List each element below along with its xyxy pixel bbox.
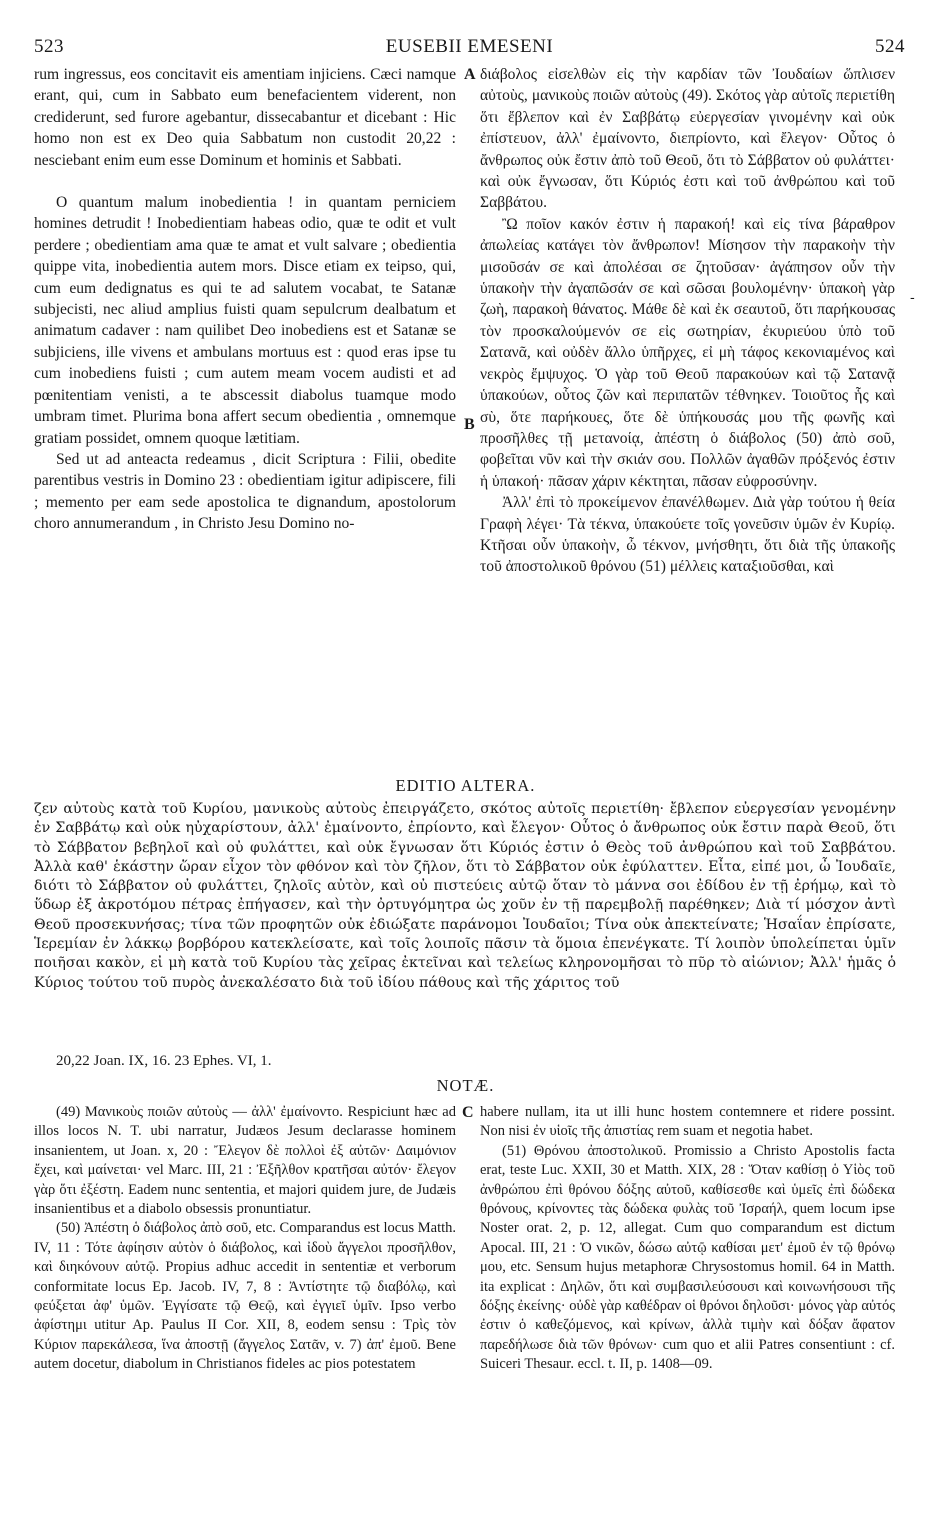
note-49: (49) Μανικοὺς ποιῶν αὐτοὺς — ἀλλ' ἐμαίνοντο. Respiciunt hæc ad illos locos N. T. ubi narratur, Judæos Jesum declarasse hominem insanientem, ut Joan. x, 20 : Ἔλεγον δὲ πολλοὶ ἐξ αὐτῶν· Δαιμόνιον ἔχει, καὶ μαίνεται· vel Marc. III, 21 : Ἐξῆλθον κρατῆσαι αὐτόν· ἔλεγον γὰρ ὅτι ἐξέστη. Eadem nunc sententia, et majori quidem jure, de Judæis insanientibus et a diabolo obsessis pronuntiatur. xyxy=(34,1104,456,1218)
editio-altera-paragraph: ζεν αὐτοὺς κατὰ τοῦ Κυρίου, μανικοὺς αὐτοὺς ἐπειργάζετο, σκότος αὐτοῖς περιετίθη· ἔβλεπον εὐεργεσίαν γενομένην ἐν Σαββάτῳ καὶ οὐκ ηὐχαρίστουν, ἀλλ' ἐμαίνοντο, ἐπρίοντο, καὶ ἔλεγον· Οὗτος ὁ ἄνθρωπος οὐκ ἔστιν παρὰ Θεοῦ, ὅτι τὸ Σάββατον βεβηλοῖ καὶ οὐ φυλάττει, καὶ οὐκ ἔγνωσαν ὅτι Κύριός ἐστιν ὁ Θεὸς τοῦ ἀνθρώπου καὶ τοῦ Σαββάτου. Ἀλλὰ καθ' ἑκάστην ὥραν εἶχον τὸν φθόνον καὶ τὸν ζῆλον, ὅτι τὸ Σάββατον οὐκ ἐφύλαττεν. Εἶτα, εἰπέ μοι, ὦ Ἰουδαῖε, διότι τὸ Σάββατον οὐ φυλάττει, ζηλοῖς αὐτὸν, καὶ οὐ πιστεύεις αὐτῷ ὅταν τὸ μάννα σοι ἐδίδου ἐν τῇ ἐρήμῳ, καὶ τὸ ὕδωρ ἐξ ἀκροτόμου πέτρας ἐπήγασεν, καὶ τὴν ὀρτυγόμητρα ὡς χοῦν ἐν τῇ παρεμβολῇ παρέθηκεν; Διὰ τί μόσχον ἀντὶ Θεοῦ προσεκυνήσας; τίνα τῶν προφητῶν οὐκ ἐδιώξατε παράνομοι Ἰουδαῖοι; Τίνα οὐκ ἀπεκτείνατε; Ἡσαΐαν ἐπρίσατε, Ἱερεμίαν ἐν λάκκῳ βορβόρου κατεκλείσατε, καὶ τοῖς λοιποῖς πᾶσιν τὰ ὅμοια ἐπενέγκατε. Τί λοιπὸν ὑπολείπεται ὑμῖν ποιῆσαι κακὸν, εἰ μὴ κατὰ τοῦ Κυρίου τὰς χεῖρας ἐκτεῖναι καὶ τελείως κληρονομῆσαι τὸ πῦρ τὸ αἰώνιον; Ἀλλ' ἡμᾶς ὁ Κύριος τούτου τοῦ πυρὸς ἀνεκαλέσατο διὰ τοῦ ἰδίου πάθους καὶ τῆς χάριτος τοῦ xyxy=(34,801,896,991)
greek-paragraph-1: διάβολος εἰσελθὼν εἰς τὴν καρδίαν τῶν Ἰουδαίων ὥπλισεν αὐτοὺς, μανικοὺς ποιῶν αὐτοὺς (49). Σκότος γὰρ αὐτοῖς περιετίθη ὅτι ἔβλεπον καὶ ἐν Σαββάτῳ εὐεργεσίαν γινομένην καὶ οὐκ ἐπίστευον, ἀλλ' ἐμαίνοντο, διεπρίοντο, καὶ ἔλεγον· Οὗτος ὁ ἄνθρωπος οὐκ ἔστιν ἀπὸ τοῦ Θεοῦ, ὅτι τὸ Σάββατον οὐ φυλάττει· καὶ οὐκ ἔγνωσαν, ὅτι Κύριός ἐστι καὶ τοῦ ἀνθρώπου καὶ τοῦ Σαββάτου. xyxy=(480,66,895,212)
notes-heading: NOTÆ. xyxy=(436,1076,495,1095)
editio-altera-text xyxy=(34,800,896,993)
notes-left-column xyxy=(34,1103,456,1375)
note-50: (50) Ἀπέστη ὁ διάβολος ἀπὸ σοῦ, etc. Comparandus est locus Matth. IV, 11 : Τότε ἀφίησιν αὐτὸν ὁ διάβολος, καὶ ἰδοὺ ἄγγελοι προσῆλθον, καὶ διηκόνουν αὐτῷ. Propius adhuc accedit in sententiæ et verborum conformitate locus Ep. Jacob. IV, 7, 8 : Ἀντίστητε τῷ διαβόλῳ, καὶ φεύξεται ἀφ' ὑμῶν. Ἐγγίσατε τῷ Θεῷ, καὶ ἐγγιεῖ ὑμῖν. Ipso verbo ἀφίστημι utitur Ap. Paulus II Cor. XII, 8, eodem sensu : Τρὶς τὸν Κύριον παρεκάλεσα, ἵνα ἀποστῇ (ἄγγελος Σατᾶν, v. 7) ἀπ' ἐμοῦ. Bene autem docetur, diabolum in Christianos fideles ac pios potestatem xyxy=(34,1220,456,1373)
page-number-left: 523 xyxy=(34,36,64,57)
running-header xyxy=(34,36,905,58)
greek-paragraph-3: Ἀλλ' ἐπὶ τὸ προκείμενον ἐπανέλθωμεν. Διὰ γὰρ τούτου ἡ θεία Γραφὴ λέγει· Τὰ τέκνα, ὑπακούετε τοῖς γονεῦσιν ὑμῶν ἐν Κυρίῳ. Κτῆσαι οὖν ὑπακοὴν, ὦ τέκνον, μνήσθητι, ὅτι διὰ τῆς ὑπακοῆς τοῦ ἀποστολικοῦ θρόνου (51) μέλλεις καταξιοῦσθαι, καὶ xyxy=(480,494,895,576)
latin-paragraph-1: rum ingressus, eos concitavit eis amentiam injiciens. Cæci namque erant, qui, cum in Sabbato eum benefacientem viderent, non crediderunt, sed furore agebantur, dissecabantur et dicebant : Hic homo non est ex Deo quia Sabbatum non custodit 20,22 : nesciebant enim eum esse Dominum et hominis et Sabbati. xyxy=(34,66,456,169)
latin-column xyxy=(34,64,456,535)
note-51: (51) Θρόνου ἀποστολικοῦ. Promissio a Christo Apostolis facta erat, teste Luc. XXII, 30 et Matth. XIX, 28 : Ὅταν καθίσῃ ὁ Υἱὸς τοῦ ἀνθρώπου ἐπὶ θρόνου δόξης αὐτοῦ, καθίσεσθε καὶ ὑμεῖς ἐπὶ δώδεκα θρόνους, κρίνοντες τὰς δώδεκα φυλὰς τοῦ Ἰσραήλ, quem locum ipse Noster orat. 2, p. 12, allegat. Cum quo comparandum est dictum Apocal. III, 21 : Ὁ νικῶν, δώσω αὐτῷ καθίσαι μετ' ἐμοῦ ἐν τῷ θρόνῳ μου, etc. Sensum hujus metaphoræ Chrysostomus homil. 64 in Matth. ita explicat : Δηλῶν, ὅτι καὶ συμβασιλεύσουσι καὶ κοινωνήσουσι τῆς δόξης ἐκείνης· οὐδὲ γὰρ καθέδραν οἱ θρόνοι δηλοῦσι· μόνος γὰρ αὐτός ἐστιν ὁ καθεζόμενος, καὶ κρίνων, ἀλλὰ τιμὴν καὶ δόξαν ἄφατον παρεδήλωσε διὰ τῶν θρόνων· cum quo et alii Patres consentiunt : cf. Suiceri Thesaur. eccl. t. II, p. 1408—09. xyxy=(480,1142,895,1373)
note-continuation: habere nullam, ita ut illi hunc hostem contemnere et ridere possint. Non nisi ἐν υἱοῖς τῆς ἀπιστίας rem suam et negotia habet. xyxy=(480,1104,895,1140)
margin-marker-c: C xyxy=(462,1104,474,1121)
latin-paragraph-3: Sed ut ad anteacta redeamus , dicit Scriptura : Filii, obedite parentibus vestris in Domino 23 : obedientiam igitur adipiscere, fili ; memento per eam sede apostolica te dignandum, apostolorum choro annumerandum , in Christo Jesu Domino no- xyxy=(34,450,456,533)
scripture-footnote: 20,22 Joan. IX, 16. 23 Ephes. VI, 1. xyxy=(56,1053,272,1069)
latin-paragraph-2: O quantum malum inobedientia ! in quantam perniciem homines detrudit ! Inobedientiam habeas odio, quæ te odit et vult perdere ; obedientiam ama quæ te amat et vult salvare ; obedientia quippe vita, inobedientia autem mors. Disce etiam ex teipso, qui, cum eum dedignatus es qui te ad salutem vocabat, te Satanæ subjecisti, nec aliud amplius fuisti quam sepulcrum dealbatum et animatum cadaver : nam quilibet Deo inobediens est et Satanæ se subjiciens, ille vivens et ambulans mortuus est : quod eras ipse tu cum inobediens fuisti ; cum autem meam vocem audisti et ad pœnitentiam venisti, a te abscessit diabolus tuamque modo umbram timet. Plurima bona affert secum obedientia , omnemque gratiam possidet, omnem quoque lætitiam. xyxy=(34,194,456,447)
margin-marker-b: B xyxy=(464,416,475,433)
greek-column xyxy=(480,64,895,578)
margin-marker-a: A xyxy=(464,66,476,83)
editio-altera-heading: EDITIO ALTERA. xyxy=(395,776,536,795)
notes-right-column xyxy=(480,1103,895,1375)
running-title: EUSEBII EMESENI xyxy=(385,36,554,57)
page-number-right: 524 xyxy=(875,36,905,57)
margin-dash: - xyxy=(910,290,915,306)
greek-paragraph-2: Ὢ ποῖον κακόν ἐστιν ἡ παρακοή! καὶ εἰς τίνα βάραθρον ἀπωλείας κατάγει τὸν ἄνθρωπον! Μίσησον τὴν παρακοὴν τὴν μισοῦσάν σε καὶ ἀπολέσαι σε ζητοῦσαν· ἀγάπησον οὖν τὴν ὑπακοὴν τὴν ἀγαπῶσάν σε καὶ σῶσαι βουλομένην· ὑπακοὴ γὰρ ζωὴ, παρακοὴ θάνατος. Μάθε δὲ καὶ ἐκ σεαυτοῦ, ὅτι παρήκουσας τὸν προσκαλούμενόν σε εἰς σωτηρίαν, ἐκυριεύου ὑπὸ τοῦ Σατανᾶ, καὶ οὐδὲν ἄλλο ὑπῆρχες, εἰ μὴ τάφος κεκονιαμένος καὶ νεκρὸς ἔμψυχος. Ὁ γὰρ τοῦ Θεοῦ παρακούων καὶ τῷ Σατανᾷ ὑπακούων, οὗτος ζῶν καὶ περιπατῶν τέθνηκεν. Τοιοῦτος ἧς καὶ σὺ, ὅτε παρήκουες, ὅτε δὲ ὑπήκουσάς μου τῆς φωνῆς καὶ προσῆλθες τῇ μετανοίᾳ, ἀπέστη ὁ διάβολος (50) ἀπὸ σοῦ, φοβεῖται νῦν καὶ τὴν σκιάν σου. Πολλῶν ἀγαθῶν πρόξενός ἐστιν ἡ ὑπακοή· πᾶσαν χάριν κέκτηται, πᾶσαν εὐφροσύνην. xyxy=(480,215,895,490)
